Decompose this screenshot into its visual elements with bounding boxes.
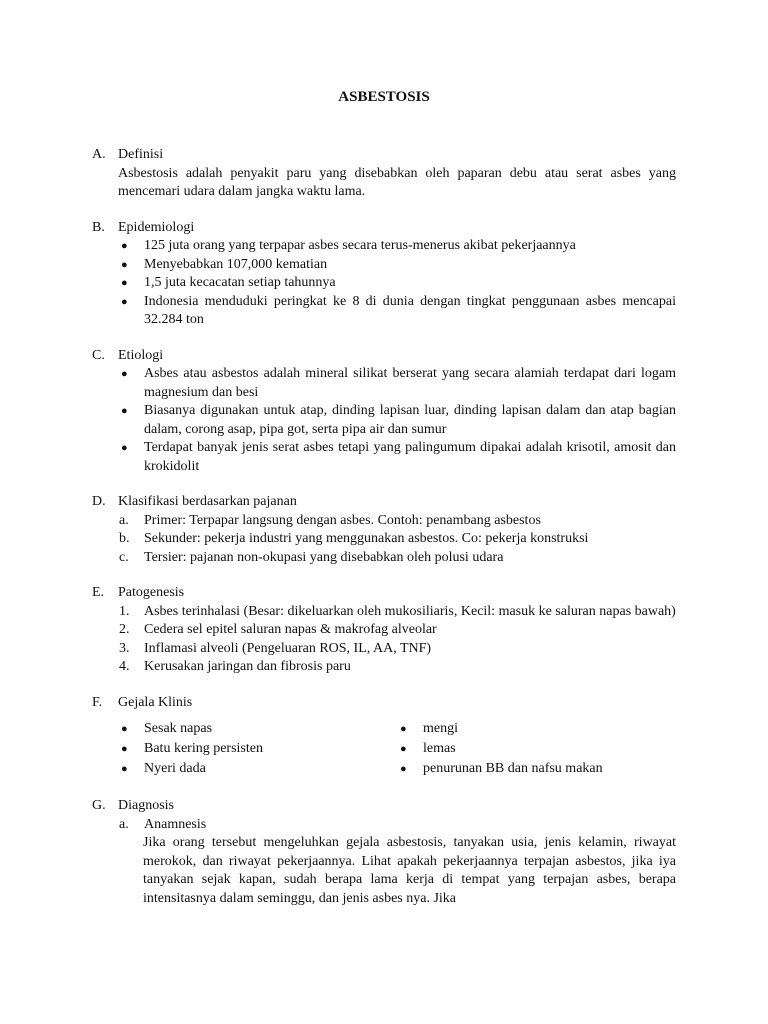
section-heading (92, 584, 676, 603)
section-heading (92, 347, 676, 366)
symptom-columns (92, 720, 676, 780)
anamnesis-text: Jika orang tersebut mengeluhkan gejala asbestosis, tanyakan usia, jenis kelamin, riwayat merokok, dan riwayat pekerjaannya. Lihat apakah pekerjaannya terpajan asbestos, jika iya tanyakan sejak kapan, sudah berapa lama kerja di tempat yang terpajan asbes, berapa intensitasnya dalam seminggu, dan jenis asbes nya. Jika (143, 835, 676, 906)
section-letter: G. (92, 798, 106, 813)
section-epidemiologi (92, 219, 676, 330)
list-item: ● mengi (397, 720, 676, 739)
list-item: ● Menyebabkan 107,000 kematian (118, 256, 676, 275)
list-item: ● 125 juta orang yang terpapar asbes secara terus-menerus akibat pekerjaannya (118, 237, 676, 256)
bullet-list (118, 365, 676, 476)
section-letter: E. (92, 585, 105, 600)
bullet-icon: ● (400, 743, 407, 755)
section-title: Diagnosis (118, 798, 174, 813)
section-title: Epidemiologi (118, 219, 195, 235)
section-definisi (92, 146, 676, 202)
bullet-icon: ● (400, 763, 407, 775)
list-marker: c. (119, 549, 129, 565)
list-marker: b. (119, 531, 130, 546)
bullet-icon: ● (121, 368, 128, 380)
section-heading (92, 146, 676, 165)
list-item: 3. Inflamasi alveoli (Pengeluaran ROS, IL, AA, TNF) (118, 640, 676, 659)
list-item: ● Indonesia menduduki peringkat ke 8 di dunia dengan tingkat penggunaan asbes mencapai 32.284 ton (118, 293, 676, 330)
bullet-icon: ● (121, 442, 128, 454)
bullet-icon: ● (400, 723, 407, 735)
section-heading (92, 797, 676, 816)
bullet-icon: ● (121, 295, 128, 308)
subsection-title: Anamnesis (144, 816, 207, 832)
numbered-list (118, 603, 676, 677)
symptom-list-right (397, 720, 676, 780)
bullet-icon: ● (121, 277, 128, 289)
subsection-heading (118, 816, 676, 835)
section-letter: F. (92, 694, 103, 710)
list-item: b. Sekunder: pekerja industri yang menggunakan asbestos. Co: pekerja konstruksi (118, 530, 676, 549)
bullet-icon: ● (121, 723, 128, 735)
list-item: ● Terdapat banyak jenis serat asbes tetapi yang palingumum dipakai adalah krisotil, amosit dan krokidolit (118, 439, 676, 476)
list-item: ● Biasanya digunakan untuk atap, dinding lapisan luar, dinding lapisan dalam dan atap bagian dalam, corong asap, pipa got, serta pipa air dan sumur (118, 402, 676, 439)
section-title: Definisi (118, 147, 164, 162)
list-marker: 1. (119, 603, 130, 619)
section-patogenesis (92, 584, 676, 677)
bullet-icon: ● (121, 743, 128, 755)
list-item: c. Tersier: pajanan non-okupasi yang disebabkan oleh polusi udara (118, 549, 676, 568)
section-title: Patogenesis (118, 585, 185, 600)
section-letter: D. (92, 494, 106, 509)
section-title: Etiologi (118, 347, 164, 363)
bullet-icon: ● (121, 258, 128, 271)
symptom-list-left (118, 720, 397, 780)
list-marker: a. (119, 512, 129, 528)
document-content (92, 146, 676, 925)
bullet-icon: ● (121, 405, 128, 417)
list-item: ● Batu kering persisten (118, 740, 397, 759)
list-item: 4. Kerusakan jaringan dan fibrosis paru (118, 658, 676, 677)
list-item: 1. Asbes terinhalasi (Besar: dikeluarkan oleh mukosiliaris, Kecil: masuk ke saluran napas bawah) (118, 603, 676, 622)
section-heading (92, 219, 676, 238)
definition-text: Asbestosis adalah penyakit paru yang disebabkan oleh paparan debu atau serat asbes yang mencemari udara dalam jangka waktu lama. (118, 165, 676, 199)
list-item: ● Nyeri dada (118, 760, 397, 779)
section-heading (92, 694, 676, 713)
section-letter: B. (92, 219, 105, 235)
list-marker: 2. (119, 622, 130, 637)
list-marker: 4. (119, 659, 130, 674)
list-item: ● penurunan BB dan nafsu makan (397, 760, 676, 779)
list-marker: 3. (119, 640, 130, 656)
list-item: ● Asbes atau asbestos adalah mineral silikat berserat yang secara alamiah terdapat dari logam magnesium dan besi (118, 365, 676, 402)
section-letter: C. (92, 347, 105, 363)
bullet-list (118, 237, 676, 330)
bullet-icon: ● (121, 763, 128, 775)
list-item: a. Primer: Terpapar langsung dengan asbes. Contoh: penambang asbestos (118, 512, 676, 531)
list-item: ● Sesak napas (118, 720, 397, 739)
document-title: ASBESTOSIS (338, 89, 430, 105)
section-klasifikasi (92, 493, 676, 567)
list-marker: a. (119, 816, 129, 832)
list-item: ● lemas (397, 740, 676, 759)
section-gejala-klinis (92, 694, 676, 781)
section-diagnosis (92, 797, 676, 908)
lettered-list (118, 512, 676, 568)
section-heading (92, 493, 676, 512)
list-item: 2. Cedera sel epitel saluran napas & makrofag alveolar (118, 621, 676, 640)
section-letter: A. (92, 147, 106, 162)
section-etiologi (92, 347, 676, 477)
bullet-icon: ● (121, 240, 128, 252)
section-title: Gejala Klinis (118, 694, 193, 710)
section-title: Klasifikasi berdasarkan pajanan (118, 494, 297, 509)
list-item: ● 1,5 juta kecacatan setiap tahunnya (118, 274, 676, 293)
